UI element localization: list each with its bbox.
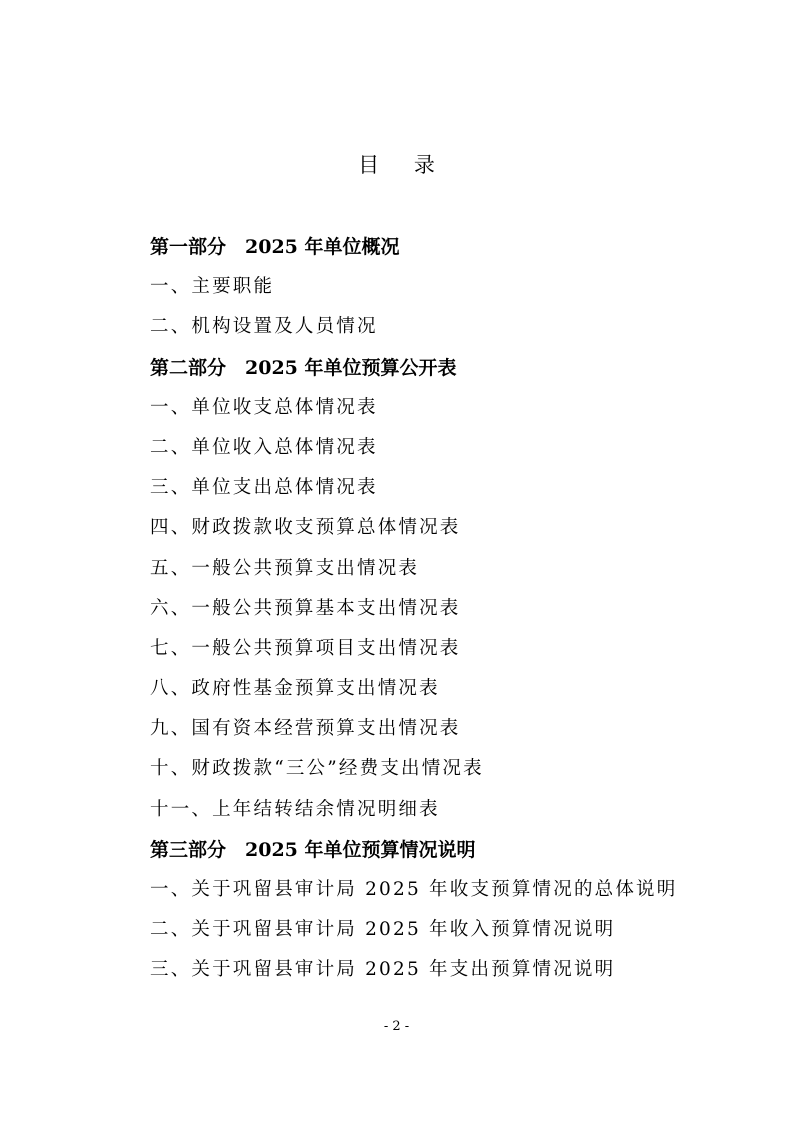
page-title: 目 录 — [358, 153, 449, 177]
toc-item: 一、关于巩留县审计局 2025 年收支预算情况的总体说明 — [150, 879, 678, 900]
toc-part-2: 第二部分 2025 年单位预算公开表 — [150, 356, 457, 379]
toc-item: 三、单位支出总体情况表 — [150, 477, 378, 499]
toc-item: 十一、上年结转结余情况明细表 — [150, 798, 440, 820]
toc-part-1: 第一部分 2025 年单位概况 — [150, 236, 400, 258]
table-of-contents — [150, 227, 730, 991]
toc-item: 九、国有资本经营预算支出情况表 — [150, 718, 461, 740]
toc-item: 六、一般公共预算基本支出情况表 — [150, 597, 461, 619]
toc-item: 七、一般公共预算项目支出情况表 — [150, 637, 461, 659]
toc-item: 一、单位收支总体情况表 — [150, 396, 378, 418]
toc-item: 二、机构设置及人员情况 — [150, 316, 378, 338]
toc-item: 一、主要职能 — [150, 276, 275, 298]
toc-item: 八、政府性基金预算支出情况表 — [150, 678, 440, 700]
toc-item: 四、财政拨款收支预算总体情况表 — [150, 517, 461, 539]
toc-item: 三、关于巩留县审计局 2025 年支出预算情况说明 — [150, 959, 616, 981]
toc-item: 二、关于巩留县审计局 2025 年收入预算情况说明 — [150, 919, 616, 941]
page-number: - 2 - — [383, 1019, 410, 1034]
toc-part-3: 第三部分 2025 年单位预算情况说明 — [150, 838, 476, 861]
toc-item: 五、一般公共预算支出情况表 — [150, 557, 420, 579]
toc-item: 二、单位收入总体情况表 — [150, 436, 378, 458]
toc-item: 十、财政拨款“三公”经费支出情况表 — [150, 758, 484, 780]
